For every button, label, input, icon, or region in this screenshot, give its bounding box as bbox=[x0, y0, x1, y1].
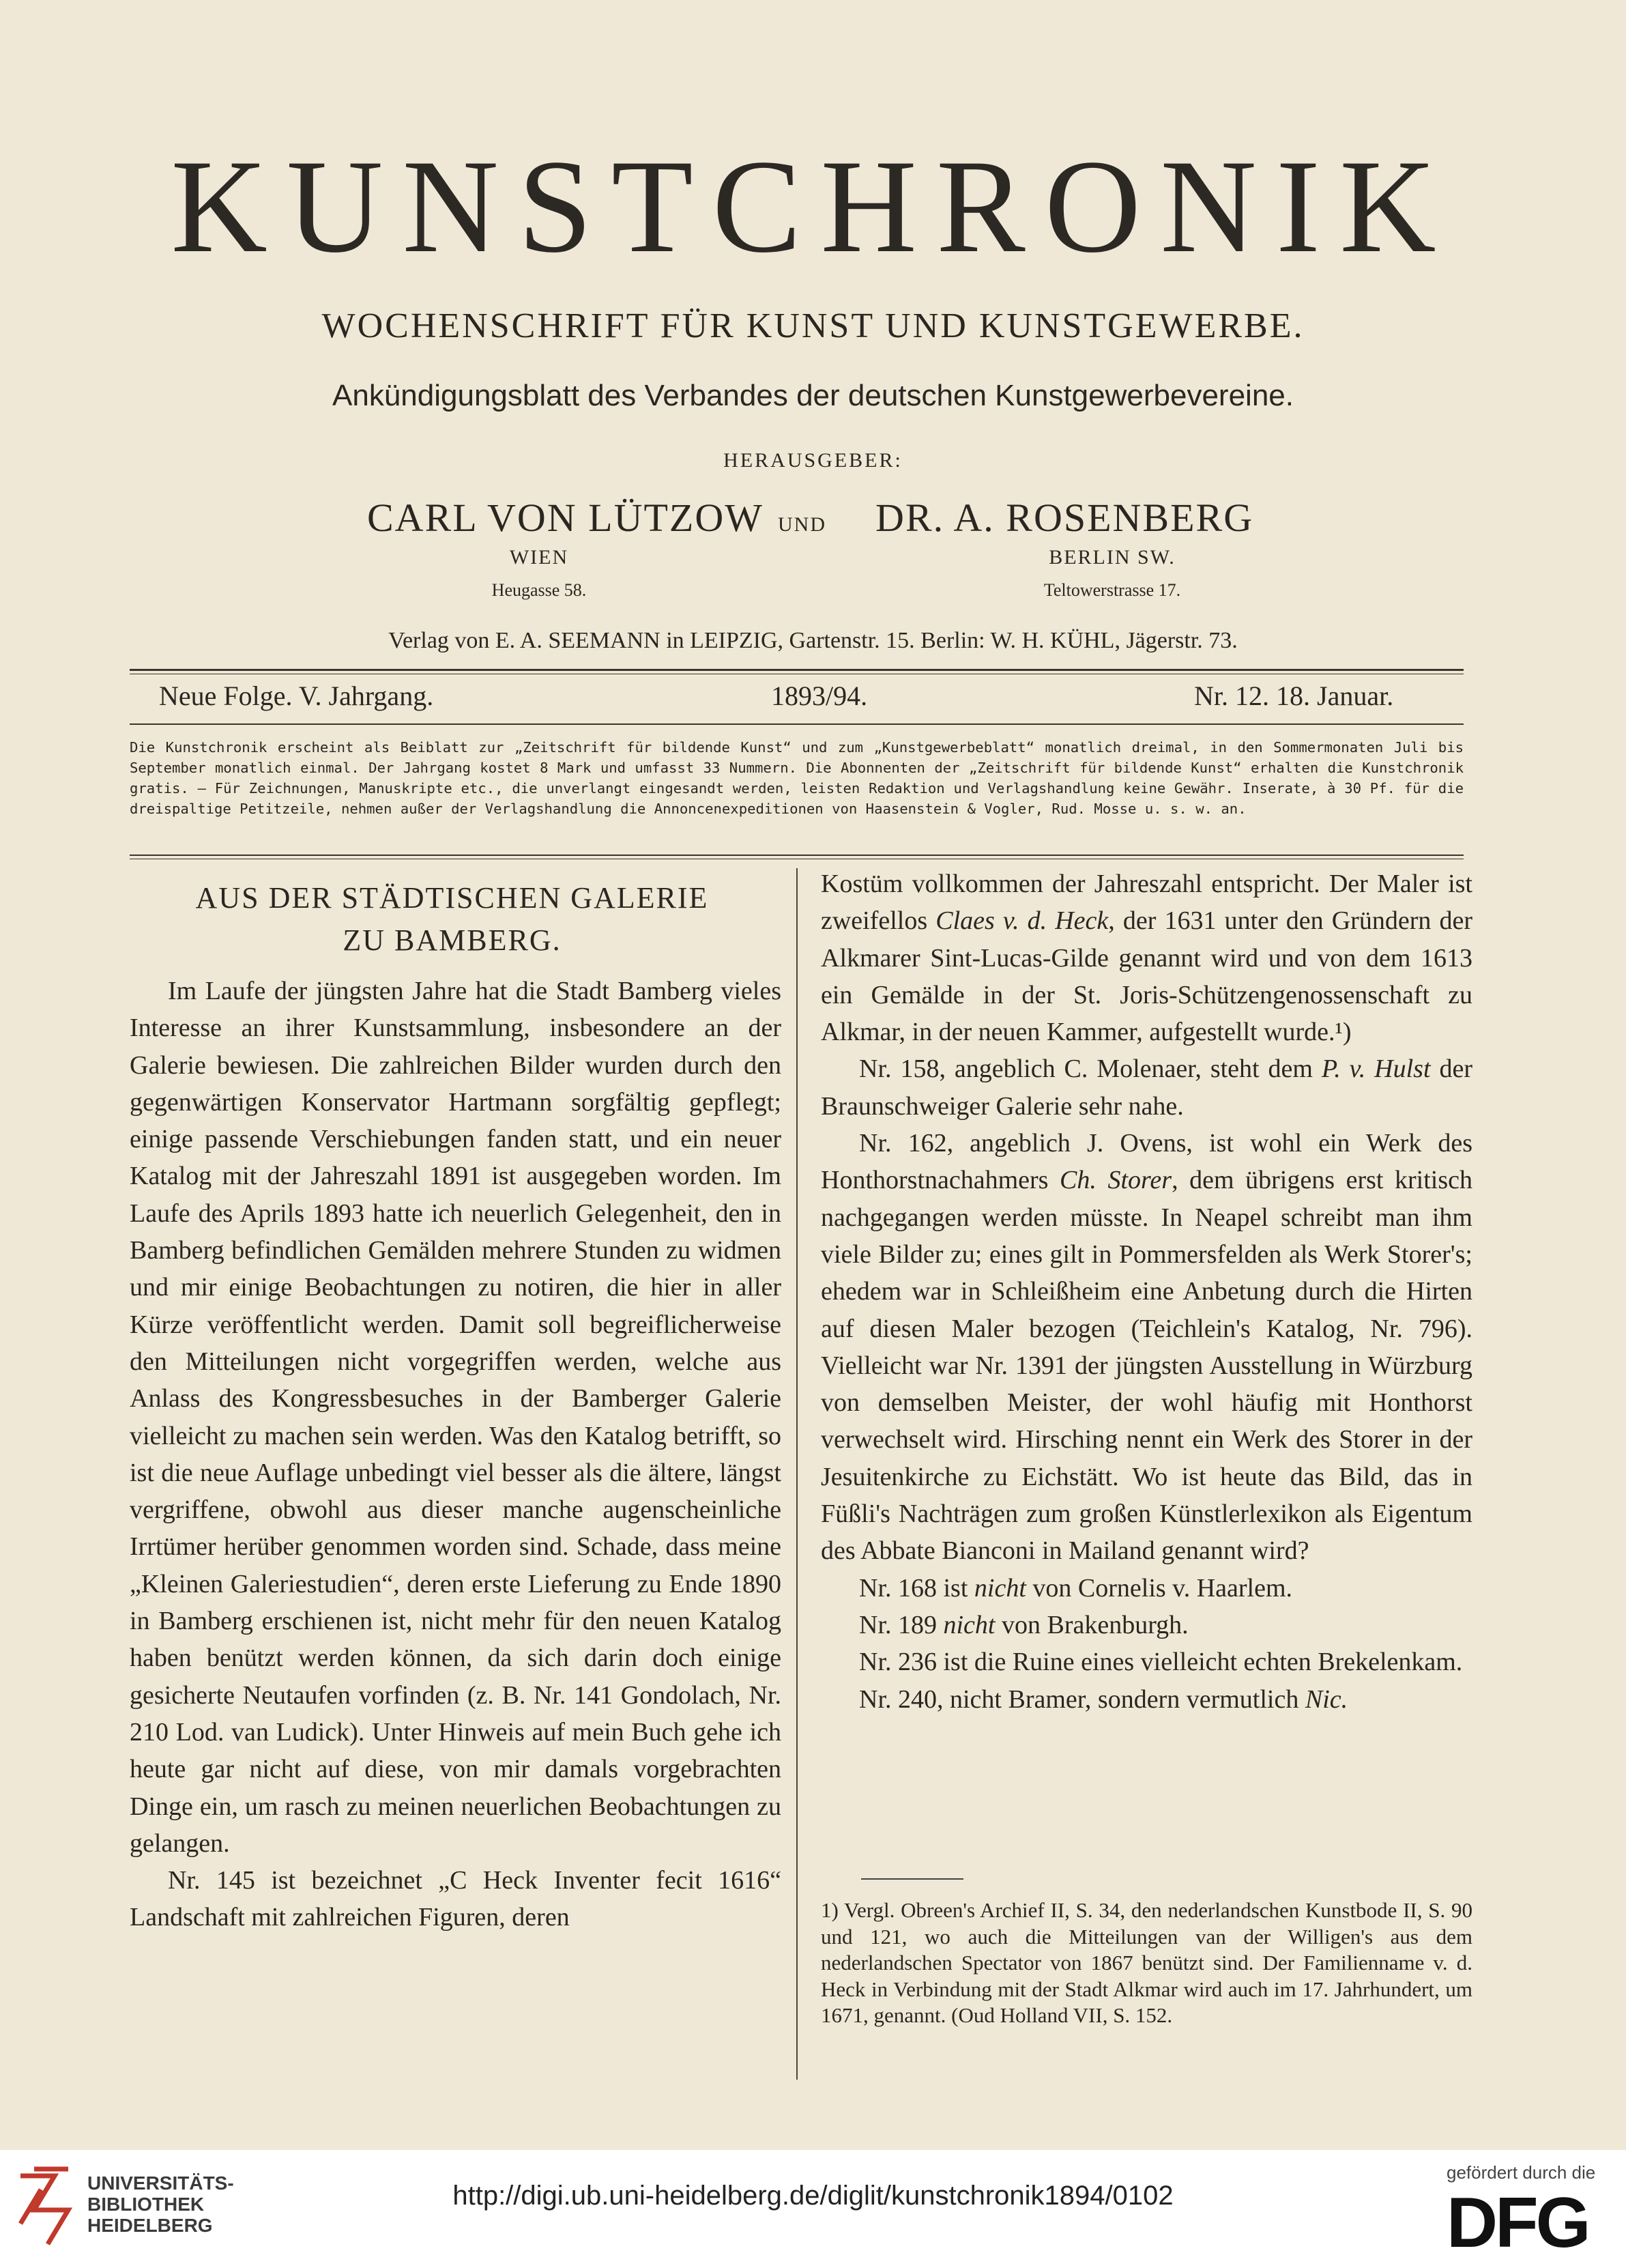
footnote: 1) Vergl. Obreen's Archief II, S. 34, den nederlandschen Kunstbode II, S. 90 und 121, wo auch die Mitteilungen van der Willigen's aus dem nederlandschen Spectator von 1867 benützt sind. Der Familienname v. d. Heck in Verbindung mit der Stadt Alkmar wird auch im 17. Jahrhundert, um 1671, genannt. (Oud Holland VII, S. 152. bbox=[821, 1898, 1472, 2027]
funding-caption: gefördert durch die bbox=[1447, 2162, 1596, 2183]
subscription-notice: Die Kunstchronik erscheint als Beiblatt zur „Zeitschrift für bildende Kunst“ und zum „Kunstgewerbeblatt“ monatlich dreimal, in den Sommermonaten Juli bis September monatlich einmal. Der Jahrgang kostet 8 Mark und umfasst 33 Nummern. Die Abonnenten der „Zeitschrift für bildende Kunst“ erhalten die Kunstchronik gratis. — Für Zeichnungen, Manuskripte etc., die unverlangt eingesandt werden, leisten Redaktion und Verlagshandlung keine Gewähr. Inserate, à 30 Pf. für die dreispaltige Petitzeile, nehmen außer der Verlagshandlung die Annoncenexpeditionen von Haasenstein & Vogler, Rud. Mosse u. s. w. an. bbox=[130, 739, 1464, 817]
article-paragraph: Nr. 168 ist nicht von Cornelis v. Haarlem. bbox=[859, 1573, 1293, 1603]
editor-left-street: Heugasse 58. bbox=[491, 580, 587, 600]
article-paragraph: Nr. 158, angeblich C. Molenaer, steht dem P. v. Hulst der Braunschweiger Galerie sehr nahe. bbox=[821, 1054, 1472, 1121]
footnote-rule bbox=[861, 1878, 963, 1880]
article-paragraph: Nr. 145 ist bezeichnet „C Heck Inventer fecit 1616“ Landschaft mit zahlreichen Figuren, deren bbox=[130, 1866, 781, 1932]
issue-rule-top bbox=[130, 669, 1464, 671]
editor-conjunction: UND bbox=[778, 513, 826, 536]
masthead-title: KUNSTCHRONIK bbox=[171, 132, 1455, 281]
left-column bbox=[130, 973, 781, 1936]
article-paragraph: Nr. 162, angeblich J. Ovens, ist wohl ein Werk des Honthorstnachahmers Ch. Storer, dem übrigens erst kritisch nachgegangen werden müsste. In Neapel schreibt man ihm viele Bilder zu; eines gilt in Pommersfelden als Werk Storer's; ehedem war in Schleißheim eine Anbetung durch die Hirten auf diesen Maler bezogen (Teichlein's Katalog, Nr. 796). Vielleicht war Nr. 1391 der jüngsten Ausstellung in Würzburg von demselben Meister, der wohl häufig mit Honthorst verwechselt wird. Hirsching nennt ein Werk des Storer in der Jesuitenkirche zu Eichstätt. Wo ist heute das Bild, das in Füßli's Nachträgen zum großen Künstlerlexikon als Eigentum des Abbate Bianconi in Mailand genannt wird? bbox=[821, 1129, 1473, 1566]
editor-left-city: WIEN bbox=[509, 546, 569, 569]
issue-rule-bottom bbox=[130, 723, 1464, 725]
column-divider bbox=[796, 868, 798, 2080]
publisher-line: Verlag von E. A. SEEMANN in LEIPZIG, Gartenstr. 15. Berlin: W. H. KÜHL, Jägerstr. 73. bbox=[388, 628, 1238, 653]
dfg-logo-icon: DFG bbox=[1447, 2183, 1588, 2263]
notice-rule bbox=[130, 855, 1464, 856]
editor-left-name: CARL VON LÜTZOW bbox=[367, 496, 764, 540]
article-paragraph: Im Laufe der jüngsten Jahre hat die Stadt Bamberg vieles Interesse an ihrer Kunstsammlung, insbesondere an der Galerie bewiesen. Die zahlreichen Bilder wurden durch den gegenwärtigen Konservator Hartmann sorgfältig gepflegt; einige passende Verschiebungen fanden statt, und ein neuer Katalog mit der Jahreszahl 1891 ist ausgegeben worden. Im Laufe des Aprils 1893 hatte ich neuerlich Gelegenheit, den in Bamberg befindlichen Gemälden mehrere Stunden zu widmen und mir einige Beobachtungen zu notiren, die hier in aller Kürze veröffentlicht werden. Damit soll begreiflicherweise den Mitteilungen nicht vorgegriffen werden, welche aus Anlass des Kongressbesuches in der Bamberger Galerie vielleicht zu machen sein werden. Was den Katalog betrifft, so ist die neue Auflage unbedingt viel besser als die ältere, längst vergriffene, obwohl aus dieser manche augenscheinliche Irrtümer herüber genommen worden sind. Schade, dass meine „Kleinen Galeriestudien“, deren erste Lieferung zu Ende 1890 in Bamberg erschienen ist, nicht mehr für den neuen Katalog haben benützt werden können, da sich darin doch einige gesicherte Neutaufen vorfinden (z. B. Nr. 141 Gondolach, Nr. 210 Lod. van Ludick). Unter Hinweis auf mein Buch gehe ich heute gar nicht auf diese, von mir damals vorgebrachten Dinge ein, um rasch zu meinen neuerlichen Beobachtungen zu gelangen. bbox=[130, 977, 781, 1858]
permalink-url[interactable]: http://digi.ub.uni-heidelberg.de/diglit/kunstchronik1894/0102 bbox=[452, 2181, 1174, 2211]
article-heading-line2: ZU BAMBERG. bbox=[343, 923, 562, 957]
publisher-label: HERAUSGEBER: bbox=[723, 449, 903, 472]
article-heading bbox=[126, 877, 778, 962]
masthead-subtitle: WOCHENSCHRIFT FÜR KUNST UND KUNSTGEWERBE. bbox=[321, 306, 1305, 345]
editor-right-street: Teltowerstrasse 17. bbox=[1043, 580, 1181, 600]
issue-year: 1893/94. bbox=[771, 680, 868, 711]
library-name: UNIVERSITÄTS- BIBLIOTHEK HEIDELBERG bbox=[87, 2172, 234, 2236]
issue-number: Nr. 12. 18. Januar. bbox=[1194, 680, 1394, 711]
right-column bbox=[821, 865, 1472, 1718]
article-heading-line1: AUS DER STÄDTISCHEN GALERIE bbox=[195, 881, 709, 915]
article-paragraph: Nr. 236 ist die Ruine eines vielleicht echten Brekelenkam. bbox=[859, 1648, 1463, 1677]
announcement-line: Ankündigungsblatt des Verbandes der deutschen Kunstgewerbevereine. bbox=[332, 379, 1294, 412]
editor-right-city: BERLIN SW. bbox=[1049, 546, 1176, 569]
article-paragraph: Nr. 240, nicht Bramer, sondern vermutlich Nic. bbox=[859, 1684, 1348, 1714]
article-paragraph: Kostüm vollkommen der Jahreszahl entspricht. Der Maler ist zweifellos Claes v. d. Heck, der 1631 unter den Gründern der Alkmarer Sint-Lucas-Gilde genannt wird und von dem 1613 ein Gemälde in der St. Joris-Schützengenossenschaft zu Alkmar, in der neuen Kammer, aufgestellt wurde.¹) bbox=[821, 870, 1472, 1047]
issue-series: Neue Folge. V. Jahrgang. bbox=[159, 680, 434, 711]
editor-right-name: DR. A. ROSENBERG bbox=[875, 496, 1254, 540]
article-paragraph: Nr. 189 nicht von Brakenburgh. bbox=[859, 1610, 1189, 1639]
